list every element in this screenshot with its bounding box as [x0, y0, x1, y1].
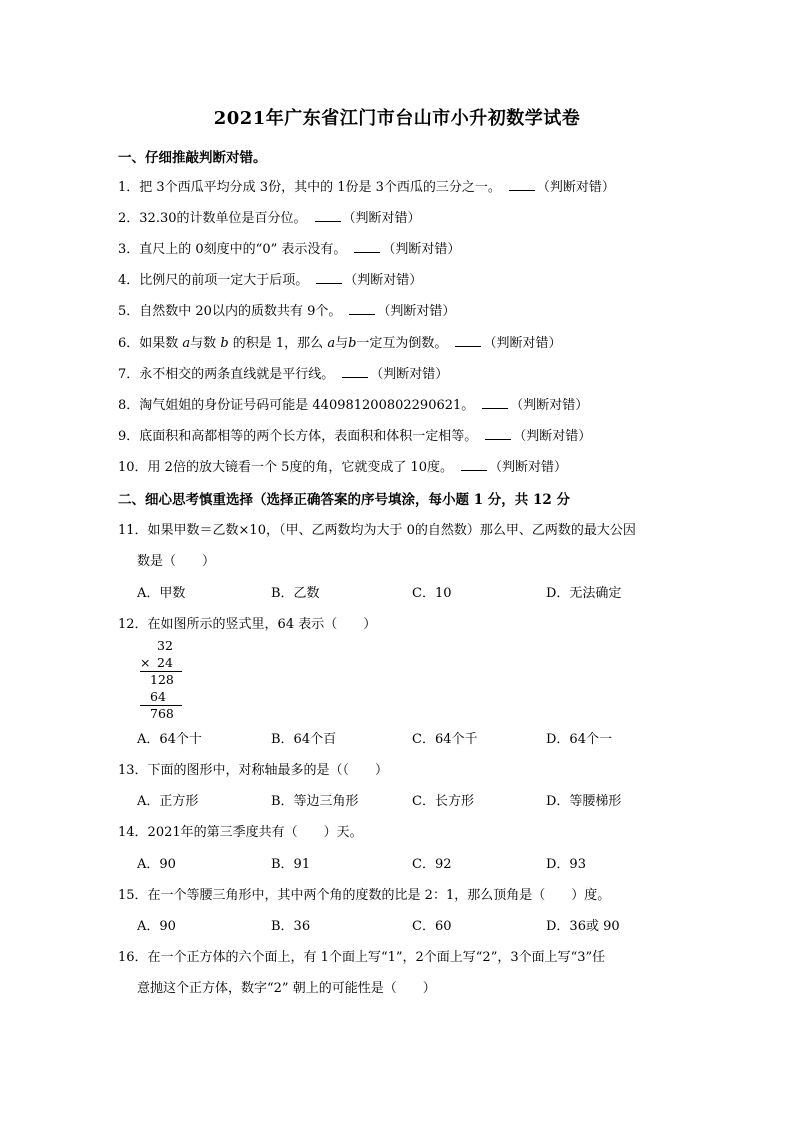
answer-blank[interactable]: [354, 241, 380, 253]
option-a[interactable]: A．90: [137, 919, 176, 934]
answer-blank[interactable]: [455, 335, 481, 347]
option-c[interactable]: C．64个千: [412, 732, 478, 747]
partial-product-2: 64: [150, 689, 166, 704]
option-b[interactable]: B．91: [271, 857, 311, 872]
option-b[interactable]: B．等边三角形: [271, 794, 359, 809]
option-d[interactable]: D．无法确定: [546, 586, 622, 601]
option-d[interactable]: D．64个一: [546, 732, 612, 747]
choice-question-16: 16．在一个正方体的六个面上，有 1个面上写“1”，2个面上写“2”，3个面上写“3”任: [118, 950, 606, 965]
option-c[interactable]: C．10: [412, 586, 452, 601]
judge-question-10: 10．用 2倍的放大镜看一个 5度的角，它就变成了 10度。 （判断对错）: [118, 460, 568, 475]
choice-question-15: 15．在一个等腰三角形中，其中两个角的度数的比是 2：1，那么顶角是（ ）度。: [118, 888, 611, 903]
option-d[interactable]: D．等腰梯形: [546, 794, 622, 809]
option-d[interactable]: D．93: [546, 857, 586, 872]
answer-blank[interactable]: [342, 366, 368, 378]
judge-question-8: 8．淘气姐姐的身份证号码可能是 440981200802290621。 （判断对错）: [118, 398, 589, 413]
option-b[interactable]: B．36: [271, 919, 311, 934]
choice-question-11: 11．如果甲数＝乙数×10，（甲、乙两数均为大于 0的自然数）那么甲、乙两数的最大公因: [118, 523, 636, 538]
choice-question-12: 12．在如图所示的竖式里，64 表示（ ）: [118, 617, 377, 632]
answer-blank[interactable]: [485, 428, 511, 440]
judge-question-7: 7．永不相交的两条直线就是平行线。 （判断对错）: [118, 367, 449, 382]
section-1-heading: 一、仔细推敲判断对错。: [118, 150, 267, 166]
answer-blank[interactable]: [482, 397, 508, 409]
option-b[interactable]: B．64个百: [271, 732, 337, 747]
option-c[interactable]: C．92: [412, 857, 452, 872]
judge-question-4: 4．比例尺的前项一定大于后项。 （判断对错）: [118, 273, 423, 288]
answer-blank[interactable]: [461, 459, 487, 471]
partial-product-1: 128: [150, 672, 174, 687]
judge-question-1: 1．把 3个西瓜平均分成 3份，其中的 1份是 3个西瓜的三分之一。 （判断对错）: [118, 180, 615, 195]
multiplier: 24: [157, 655, 173, 670]
judge-question-3: 3．直尺上的 0刻度中的“0” 表示没有。 （判断对错）: [118, 242, 461, 257]
option-a[interactable]: A．90: [137, 857, 176, 872]
option-c[interactable]: C．60: [412, 919, 452, 934]
option-a[interactable]: A．甲数: [137, 586, 186, 601]
answer-blank[interactable]: [509, 179, 535, 191]
exam-title: 2021年广东省江门市台山市小升初数学试卷: [213, 108, 581, 129]
option-a[interactable]: A．64个十: [137, 732, 202, 747]
choice-question-16-cont: 意抛这个正方体，数字“2” 朝上的可能性是（ ）: [137, 981, 436, 996]
option-c[interactable]: C．长方形: [412, 794, 474, 809]
choice-question-13: 13．下面的图形中，对称轴最多的是（（ ）: [118, 763, 389, 778]
times-sign: ×: [140, 655, 151, 670]
choice-question-11-cont: 数是（ ）: [137, 554, 216, 569]
option-a[interactable]: A．正方形: [137, 794, 199, 809]
option-d[interactable]: D．36或 90: [546, 919, 620, 934]
option-b[interactable]: B．乙数: [271, 586, 320, 601]
judge-question-9: 9．底面积和高都相等的两个长方体，表面积和体积一定相等。 （判断对错）: [118, 429, 592, 444]
product-result: 768: [150, 706, 174, 721]
answer-blank[interactable]: [316, 272, 342, 284]
choice-question-14: 14．2021年的第三季度共有（ ）天。: [118, 825, 363, 840]
answer-blank[interactable]: [349, 303, 375, 315]
answer-blank[interactable]: [315, 210, 341, 222]
section-2-heading: 二、细心思考慎重选择（选择正确答案的序号填涂，每小题 1 分，共 12 分: [118, 492, 570, 508]
multiplicand: 32: [157, 638, 173, 653]
judge-question-5: 5．自然数中 20以内的质数共有 9个。 （判断对错）: [118, 304, 456, 319]
judge-question-2: 2．32.30的计数单位是百分位。 （判断对错）: [118, 211, 421, 226]
judge-question-6: 6．如果数 a与数 b 的积是 1，那么 a与b一定互为倒数。 （判断对错）: [118, 336, 562, 351]
